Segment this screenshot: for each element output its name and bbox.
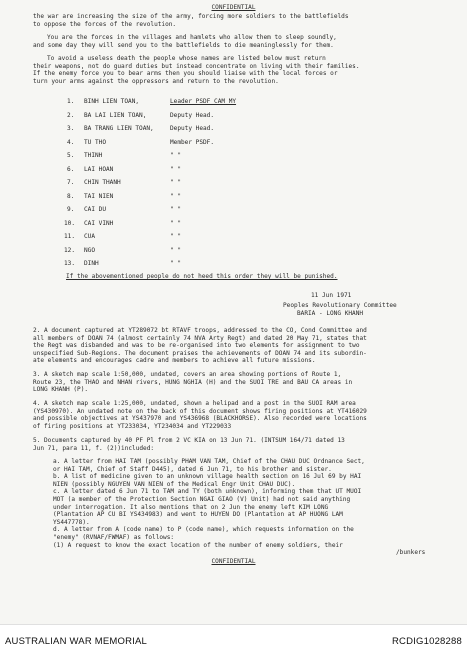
list-role: " " [170,179,182,186]
list-name: CUA [84,233,96,240]
list-number: 7. [67,179,75,186]
list-name: BINH LIEN TOAN, [84,98,140,105]
item4-line: 4. A sketch map scale 1:25,000, undated, shown a helipad and a post in the SUOI RAM area [33,400,356,407]
item5-sub-line: d. A letter from A (code name) to P (code name), which requests information on the [53,526,354,534]
item5-line: 5. Documents captured by 40 PF Pl from 2 VC KIA on 13 Jun 71. (INTSUM 164/71 dated 13 [33,437,345,444]
para2-line: turn your arms against the oppressors and return to the revolution. [33,77,279,85]
list-role: " " [170,260,182,267]
list-role: Deputy Head. [170,125,215,132]
list-role: " " [170,165,182,173]
list-name: CAI DU [84,206,107,213]
item2-line: the Regt was disbanded and was to be re-organised into two elements for assignment to two [33,342,360,350]
list-number: 11. [64,233,76,240]
document-date: 11 Jun 1971 [311,292,352,299]
list-number: 10. [64,219,76,227]
item2-line: unspecified Sub-Regions. The document praises the achievements of DOAN 74 and its subordin- [33,349,367,357]
item5-sub-line: "enemy" (RVNAF/FWMAF) as follows: [53,534,175,541]
list-name: NGO [84,246,96,254]
item2-line: all members of DOAN 74 (almost certainly 74 NVA Arty Regt) and dated 20 May 71, states that [33,334,367,342]
list-number: 4. [67,138,75,146]
footer-classification: CONFIDENTIAL [211,558,256,565]
item5-sub-line: a. A letter from HAI TAM (possibly PHAM VAN TAM, Chief of the CHAU DUC Ordnance Sect, [53,458,365,465]
header-classification: CONFIDENTIAL [211,4,256,11]
item5-sub-line: MOT (a member of the Protection Section NGAI GIAO (V) Unit) had not said anything [53,496,351,503]
list-role: " " [170,219,182,227]
item5-sub-line: c. A letter dated 6 Jun 71 to TAM and TY (both unknown), informing them that UT MUOI [53,488,362,496]
list-number: 5. [67,152,75,159]
list-name: BA LAI LIEN TOAN, [84,111,147,119]
list-role: " " [170,206,182,213]
list-name: THINH [84,152,103,159]
list-name: LAI HOAN [84,165,114,173]
list-role: Leader PSDF CAM MY [170,98,237,105]
item3-line: 3. A sketch map scale 1:50,000, undated, covers an area showing portions of Route 1, [33,371,342,378]
intro-line: to oppose the forces of the revolution. [33,20,177,28]
item3-line: Route 23, the THAO and NHAN rivers, HUNG NGHIA (H) and the SUOI TRE and BAU CA areas in [33,378,353,386]
list-name: TAI NIEN [84,192,114,200]
list-number: 1. [67,98,75,105]
archive-footer [0,624,467,655]
list-role: Member PSDF. [170,138,215,146]
para2-line: To avoid a useless death the people whose names are listed below must return [47,55,326,62]
para1-line: You are the forces in the villages and hamlets who allow them to sleep soundly, [47,34,337,41]
list-number: 6. [67,165,75,173]
list-number: 9. [67,206,75,213]
list-number: 12. [64,246,76,254]
list-number: 8. [67,192,75,200]
item5-sub-line: (1) A request to know the exact location of the number of enemy soldiers, their [53,541,343,549]
item5-sub-line: or HAI TAM, Chief of Staff D445), dated 6 Jun 71, to his brother and sister. [53,465,332,473]
list-name: CHIN THANH [84,179,121,186]
list-name: BA TRANG LIEN TOAN, [84,125,154,132]
continuation-mark: /bunkers [396,549,426,557]
item5-sub-line: under interrogation. It also mentions that on 2 Jun the enemy left KIM LONG [53,503,329,511]
list-role: Deputy Head. [170,111,215,119]
list-name: CAI VINH [84,219,114,227]
item3-line: LONG KHANH (P). [33,386,89,394]
item5-sub-line: b. A list of medicine given to an unknown village health section on 16 Jul 69 by HAI [53,473,362,481]
signer-committee: Peoples Revolutionary Committee [283,302,397,309]
item5-line: Jun 71, para 11, f. (2))included: [33,444,155,452]
para2-line: their weapons, not do guard duties but instead concentrate on living with their families. [33,62,360,70]
list-role: " " [170,152,182,159]
signer-province: BARIA - LONG KHANH [297,310,364,317]
warning-text: If the abovementioned people do not heed this order they will be punished. [66,273,338,280]
para1-line: and some day they will send you to the battlefields to die meaninglessly for them. [33,41,334,49]
para2-line: If the enemy force you to bear arms then you should liaise with the local forces or [33,70,338,78]
intro-line: the war are increasing the size of the army, forcing more soldiers to the battlefields [33,13,349,20]
item2-line: 2. A document captured at YT289072 bt RTAVF troops, addressed to the CO, Cond Committee and [33,327,367,334]
archive-reference: RCDIG1028288 [392,636,462,647]
archive-name: AUSTRALIAN WAR MEMORIAL [5,636,148,647]
list-role: " " [170,192,182,200]
item5-sub-line: (Plantation AP CU BI YS434983) and went to HUYEN DO (Plantation at AP HUONG LAM [53,511,343,519]
list-name: DINH [84,260,99,267]
item4-line: of firing positions at YT233034, YT234034 and YT229033 [33,422,232,430]
item2-line: ate elements and encourages cadre and members to achieve all future missions. [33,357,316,365]
list-number: 13. [64,260,76,267]
item4-line: and possible objectives at YS437970 and YS436968 (BLACKHORSE). Also recorded were locations [33,415,367,423]
item4-line: (YS430970). An undated note on the back of this document shows firing positions at YT416029 [33,407,367,415]
list-number: 3. [67,125,75,132]
item5-sub-line: NIEN (possibly NGUYEN VAN NIEN of the Medical Engr Unit CHAU DUC). [53,480,296,488]
list-number: 2. [67,111,75,119]
item5-sub-line: YS447778). [53,518,90,526]
list-role: " " [170,246,182,254]
list-role: " " [170,233,182,240]
list-name: TU THO [84,138,107,146]
